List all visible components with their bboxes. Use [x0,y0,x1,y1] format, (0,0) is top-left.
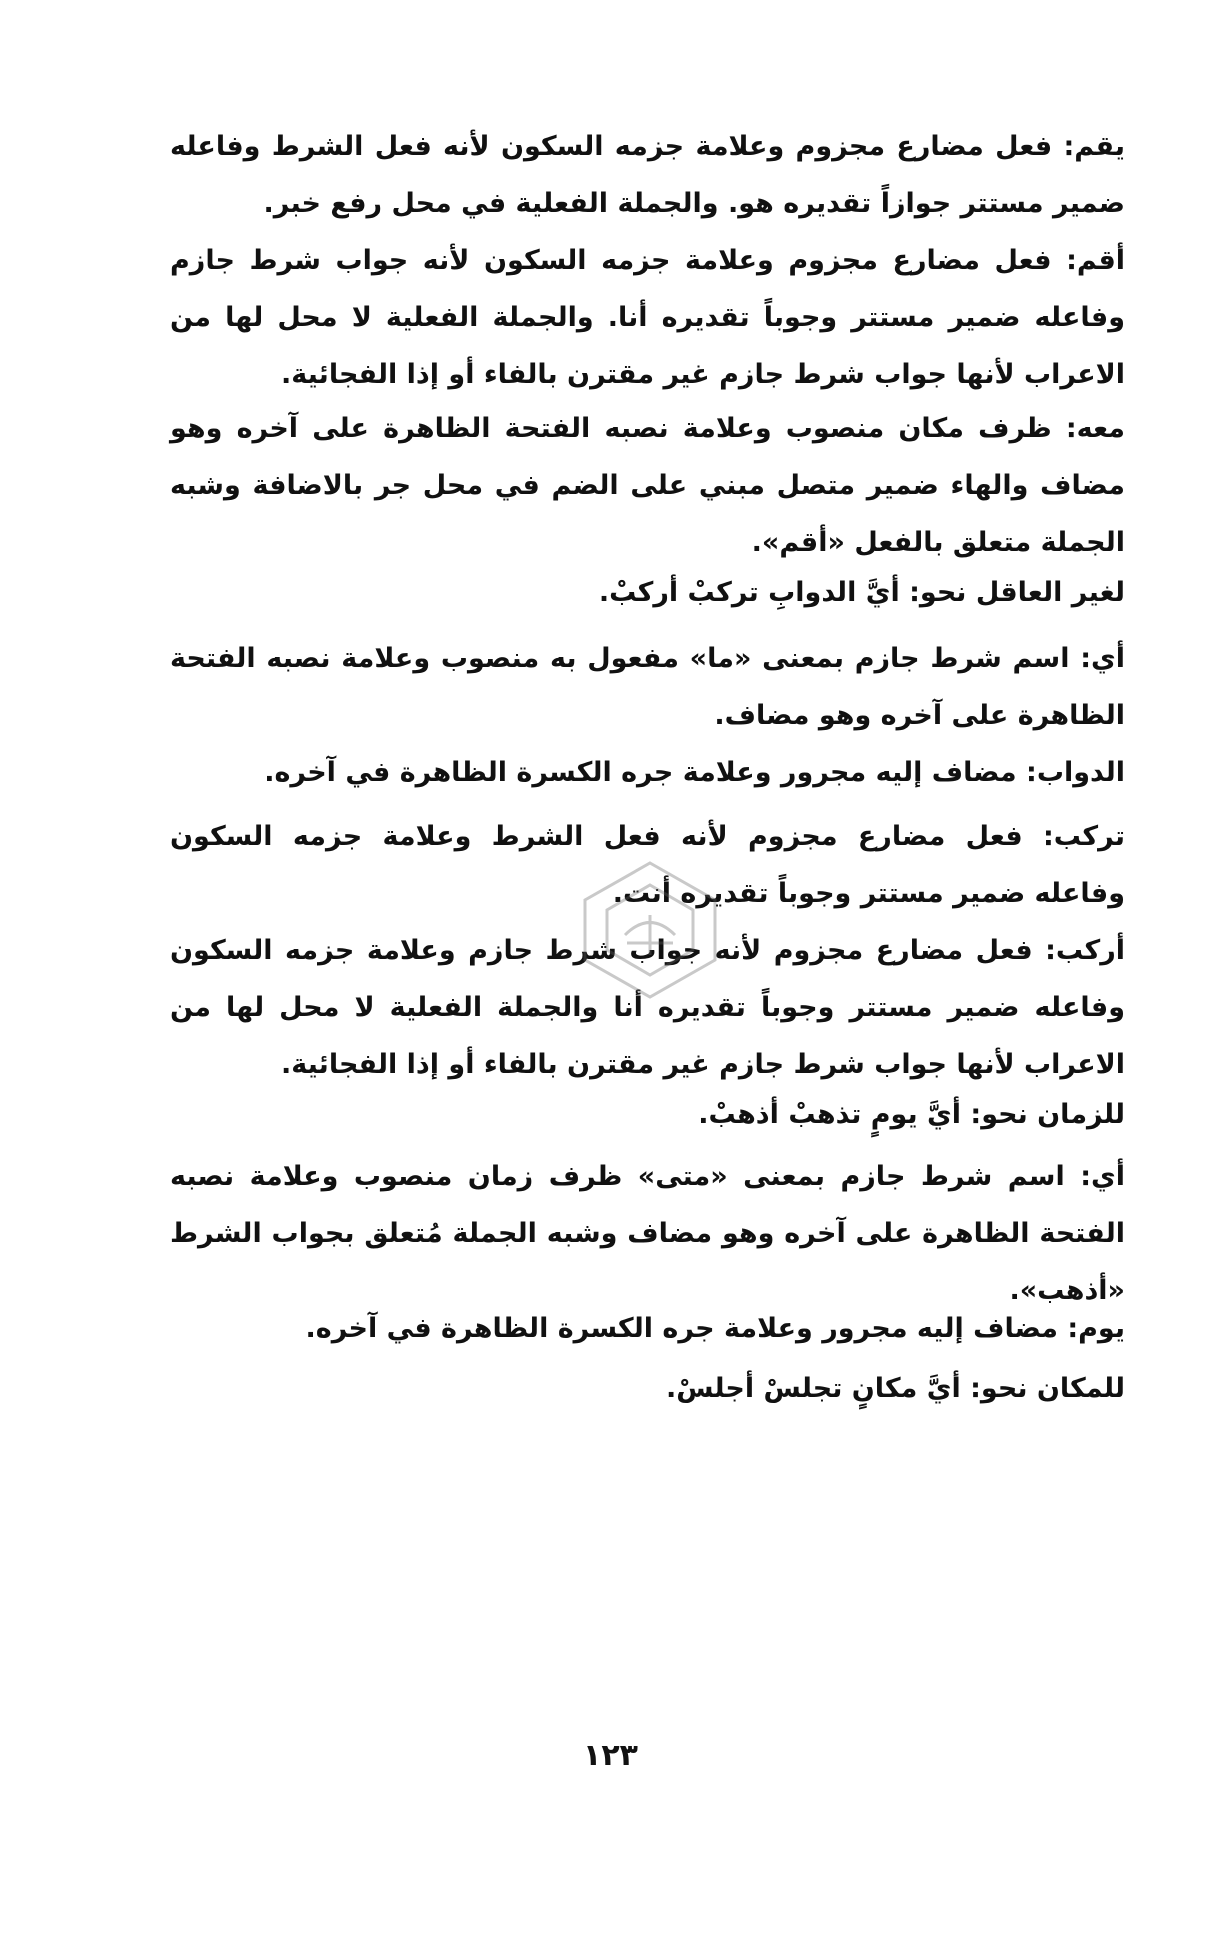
paragraph-arkab: أركب: فعل مضارع مجزوم لأنه جواب شرط جازم وعلامة جزمه السكون وفاعله ضمير مستتر وجوباً تقديره أنا والجملة الفعلية لا محل لها من الاعراب لأنها جواب شرط جازم غير مقترن بالفاء أو إذا الفجائية. [170,935,1125,1080]
text-block-4 [170,564,1125,621]
paragraph-time-example: للزمان نحو: أيَّ يومٍ تذهبْ أذهبْ. [698,1099,1125,1130]
text-block-3 [170,400,1125,571]
text-block-9 [170,1086,1125,1143]
paragraph-yaqum: يقم: فعل مضارع مجزوم وعلامة جزمه السكون لأنه فعل الشرط وفاعله ضمير مستتر جوازاً تقديره هو. والجملة الفعلية في محل رفع خبر. [170,131,1125,219]
page-number: ١٢٣ [583,1738,638,1773]
paragraph-place-example: للمكان نحو: أيَّ مكانٍ تجلسْ أجلسْ. [665,1373,1125,1404]
paragraph-maahu: معه: ظرف مكان منصوب وعلامة نصبه الفتحة الظاهرة على آخره وهو مضاف والهاء ضمير متصل مبني على الضم في محل جر بالاضافة وشبه الجملة متعلق بالفعل «أقم». [170,413,1125,558]
paragraph-dawab: الدواب: مضاف إليه مجرور وعلامة جره الكسرة الظاهرة في آخره. [264,757,1125,788]
text-block-12 [170,1360,1125,1417]
text-block-5 [170,630,1125,744]
text-block-6 [170,744,1125,801]
text-block-2 [170,232,1125,403]
paragraph-yawm: يوم: مضاف إليه مجرور وعلامة جره الكسرة الظاهرة في آخره. [305,1313,1125,1344]
paragraph-ayy-ma: أي: اسم شرط جازم بمعنى «ما» مفعول به منصوب وعلامة نصبه الفتحة الظاهرة على آخره وهو مضاف. [170,643,1125,731]
paragraph-aqum: أقم: فعل مضارع مجزوم وعلامة جزمه السكون لأنه جواب شرط جازم وفاعله ضمير مستتر وجوباً تقديره أنا. والجملة الفعلية لا محل لها من الاعراب لأنها جواب شرط جازم غير مقترن بالفاء أو إذا الفجائية. [170,245,1125,390]
paragraph-non-rational-example: لغير العاقل نحو: أيَّ الدوابِ تركبْ أركبْ. [598,577,1125,608]
text-block-10 [170,1148,1125,1319]
library-seal-watermark [565,855,735,1005]
text-block-1 [170,118,1125,232]
text-block-11 [170,1300,1125,1357]
paragraph-tarkab: تركب: فعل مضارع مجزوم لأنه فعل الشرط وعلامة جزمه السكون وفاعله ضمير مستتر وجوباً تقديره أنت. [170,821,1125,909]
paragraph-ayy-mata: أي: اسم شرط جازم بمعنى «متى» ظرف زمان منصوب وعلامة نصبه الفتحة الظاهرة على آخره وهو مضاف وشبه الجملة مُتعلق بجواب الشرط «أذهب». [170,1161,1125,1306]
